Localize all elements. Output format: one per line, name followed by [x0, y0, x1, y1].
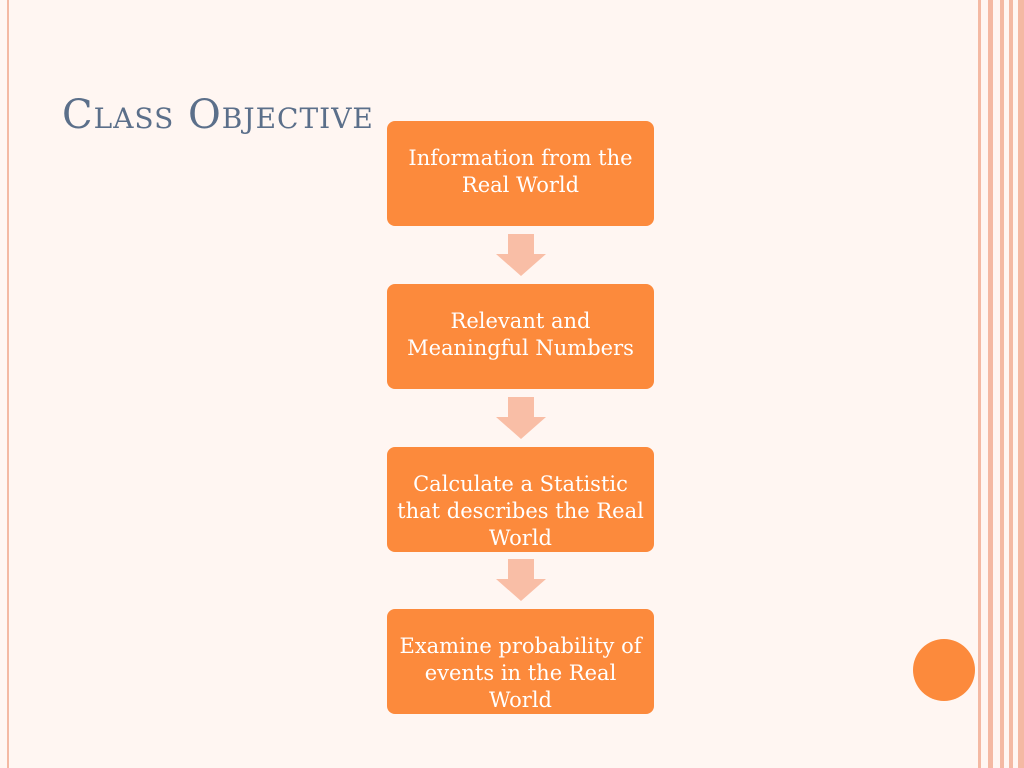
flow-step-2-label: Relevant and Meaningful Numbers: [407, 309, 634, 360]
decorative-stripe: [988, 0, 993, 768]
flow-step-2: [387, 284, 654, 389]
down-arrow-icon: [496, 234, 546, 276]
slide-title: Class Objective: [62, 92, 374, 138]
left-border-line: [7, 0, 9, 768]
flow-step-1-label: Information from the Real World: [408, 146, 633, 197]
decorative-stripe: [1000, 0, 1004, 768]
decorative-stripe: [978, 0, 981, 768]
flow-step-1: [387, 121, 654, 226]
flow-step-3-label: Calculate a Statistic that describes the Real World: [397, 472, 644, 550]
flow-step-4: [387, 609, 654, 714]
flow-step-3: [387, 447, 654, 552]
down-arrow-icon: [496, 559, 546, 601]
decorative-stripe: [1009, 0, 1013, 768]
decorative-stripe: [1018, 0, 1024, 768]
decorative-circle: [913, 639, 975, 701]
down-arrow-icon: [496, 397, 546, 439]
flow-step-4-label: Examine probability of events in the Real World: [399, 634, 642, 712]
